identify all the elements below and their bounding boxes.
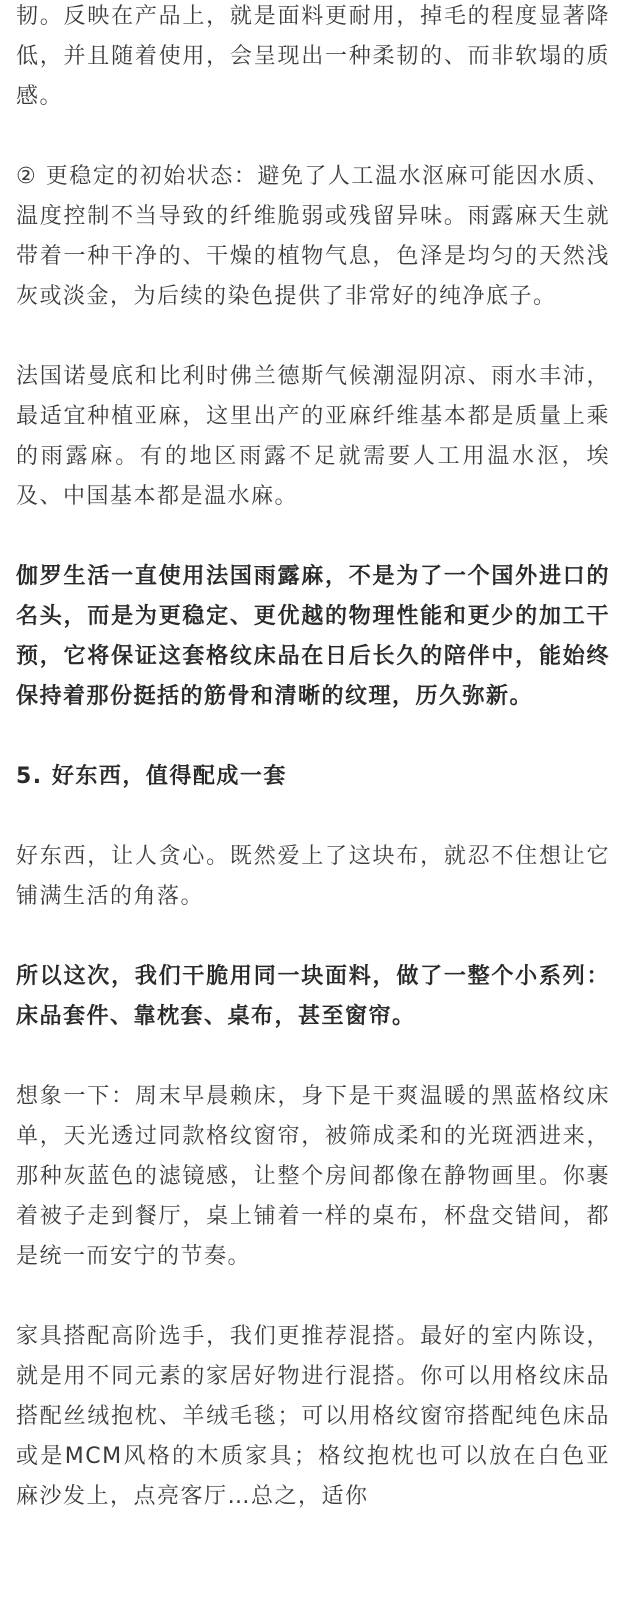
paragraph-stable-initial-state: ② 更稳定的初始状态：避免了人工温水沤麻可能因水质、温度控制不当导致的纤维脆弱或残留异味。雨露麻天生就带着一种干净的、干燥的植物气息，色泽是均匀的天然浅灰或淡金，为后续的染色提供了非常好的纯净底子。: [16, 164, 610, 309]
paragraph-growing-regions: 法国诺曼底和比利时佛兰德斯气候潮湿阴凉、雨水丰沛，最适宜种植亚麻，这里出产的亚麻纤维基本都是质量上乘的雨露麻。有的地区雨露不足就需要人工用温水沤，埃及、中国基本都是温水麻。: [16, 364, 610, 509]
paragraph-brand-commitment: 伽罗生活一直使用法国雨露麻，不是为了一个国外进口的名头，而是为更稳定、更优越的物理性能和更少的加工干预，它将保证这套格纹床品在日后长久的陪伴中，能始终保持着那份挺括的筋骨和清晰的纹理，历久弥新。: [16, 564, 610, 709]
paragraph-imagine-scene: 想象一下：周末早晨赖床，身下是干爽温暖的黑蓝格纹床单，天光透过同款格纹窗帘，被筛成柔和的光斑洒进来，那种灰蓝色的滤镜感，让整个房间都像在静物画里。你裹着被子走到餐厅，桌上铺着一样的桌布，杯盘交错间，都是统一而安宁的节奏。: [16, 1084, 610, 1269]
paragraph-mix-and-match: 家具搭配高阶选手，我们更推荐混搭。最好的室内陈设，就是用不同元素的家居好物进行混搭。你可以用格纹床品搭配丝绒抱枕、羊绒毛毯；可以用格纹窗帘搭配纯色床品或是MCM风格的木质家具；格纹抱枕也可以放在白色亚麻沙发上，点亮客厅…总之，适你: [16, 1324, 610, 1509]
paragraph-good-things: 好东西，让人贪心。既然爱上了这块布，就忍不住想让它铺满生活的角落。: [16, 844, 610, 909]
article-body: [16, 0, 610, 1557]
paragraph-fiber-durability: 韧。反映在产品上，就是面料更耐用，掉毛的程度显著降低，并且随着使用，会呈现出一种柔韧的、而非软塌的质感。: [16, 4, 610, 109]
section-heading: 5. 好东西，值得配成一套: [16, 764, 287, 789]
paragraph-product-series: 所以这次，我们干脆用同一块面料，做了一整个小系列：床品套件、靠枕套、桌布，甚至窗帘。: [16, 964, 610, 1029]
